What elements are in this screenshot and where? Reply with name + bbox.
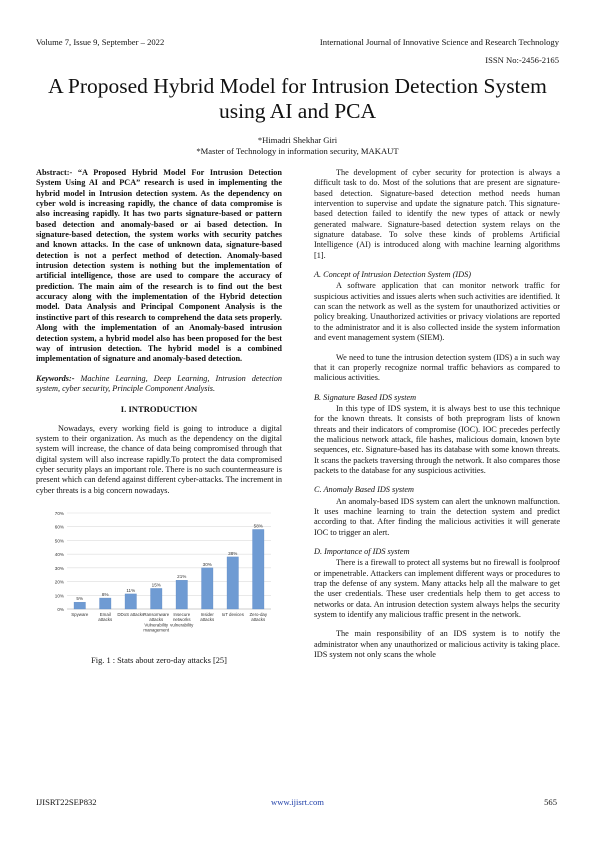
section-a-paragraph-1: A software application that can monitor network traffic for suspicious activities and issues alerts when such activities are identified. It can scan the network as well as the system for unauthorized activities or policy breaking. Unauthorized activities or privacy violations are reported to the administrator and it is also collected inside the system information and event management system (SIEM). xyxy=(314,281,560,343)
x-tick-label: Insecure xyxy=(173,611,191,617)
footer-paper-id: IJISRT22SEP832 xyxy=(36,797,97,807)
x-tick-label: management xyxy=(143,627,170,633)
figure-caption: Fig. 1 : Stats about zero-day attacks [25] xyxy=(91,655,227,665)
x-tick-label: attacks xyxy=(149,617,164,623)
bar xyxy=(151,588,162,609)
x-tick-label: Email xyxy=(99,611,111,617)
y-tick-label: 70% xyxy=(54,510,64,516)
x-tick-label: networks xyxy=(172,617,191,623)
bar xyxy=(125,594,136,609)
data-label: 15% xyxy=(151,582,161,588)
x-tick-label: Spyware xyxy=(71,611,89,617)
intro-heading: I. INTRODUCTION xyxy=(120,404,198,415)
issn: ISSN No:-2456-2165 xyxy=(485,55,559,65)
intro-paragraph: Nowadays, every working field is going to introduce a digital system to their organization. As much as the dependency on the digital system will increase, the chance of data being compromised through that digital system will also increase rapidly.To protect the data compromised cyber security plays an important role. There is no such countermeasure is present which can defend against different cyber-attacks. The increment in cyber threats is a big concern nowadays. xyxy=(36,423,283,495)
journal-name: International Journal of Innovative Science and Research Technology xyxy=(319,37,559,47)
data-label: 21% xyxy=(177,574,187,580)
figure-1 xyxy=(36,507,282,666)
x-tick-label: IoT devices xyxy=(221,611,244,617)
author-affiliation: *Master of Technology in information security, MAKAUT xyxy=(196,146,399,156)
section-d-paragraph-2: The main responsibility of an IDS system is to notify the administrator when any unauthorized or malicious activity is taking place. IDS system not only scans the whole xyxy=(314,629,560,660)
zero-day-attacks-chart xyxy=(41,507,277,652)
data-label: 30% xyxy=(202,561,212,567)
section-b-heading: B. Signature Based IDS system xyxy=(314,392,417,402)
x-tick-label: attacks xyxy=(98,617,113,623)
x-tick-label: Ransomware xyxy=(143,611,170,617)
x-tick-label: Vulnerability xyxy=(144,622,169,628)
page-number: 565 xyxy=(544,797,557,807)
section-d-heading: D. Importance of IDS system xyxy=(314,547,410,556)
bar xyxy=(176,580,187,609)
keywords xyxy=(36,374,282,395)
section-c-paragraph: An anomaly-based IDS system can alert the unknown malfunction. It uses machine learning to train the detection system and predict according to that. After finding the malicious activities it will generate IOC to trigger an alert. xyxy=(314,496,560,537)
x-tick-label: Zero-day xyxy=(249,611,268,617)
y-tick-label: 10% xyxy=(54,593,64,599)
data-label: 8% xyxy=(101,591,109,597)
section-c-heading: C. Anomaly Based IDS system xyxy=(314,485,414,495)
author-name: *Himadri Shekhar Giri xyxy=(257,135,338,145)
bar xyxy=(227,557,238,609)
bar xyxy=(253,529,264,609)
y-tick-label: 60% xyxy=(54,524,64,530)
paper-title: A Proposed Hybrid Model for Intrusion Detection System using AI and PCA xyxy=(48,74,547,123)
right-column xyxy=(314,168,560,660)
bar xyxy=(100,598,111,609)
x-tick-label: DDoS attacks xyxy=(117,611,145,617)
keywords-label: Keywords:- xyxy=(36,373,75,383)
section-b-paragraph: In this type of IDS system, it is always best to use this technique for the known threats. It consists of both preprogram lists of known threats and their indicators of compromise (IOC). IOC precedes perfectly the malicious network attack, file hashes, malicious domain, known byte sequences, etc. Signature-based has its database with some known threats. It scans the packets traversing through the network. It also compares those packets to the database for any suspicious activities. xyxy=(314,403,560,475)
data-label: 5% xyxy=(76,596,84,602)
keywords-text: Machine Learning, Deep Learning, Intrusion detection system, cyber security, Principle Component Analysis. xyxy=(36,373,282,393)
section-d-paragraph-1: There is a firewall to protect all systems but no firewall is foolproof or impenetrable. Attackers can implement different ways or procedures to trap the defense of any system. Many attacks help all the malware to get the user credentials. These user credentials help them to get access to networks or data. An intrusion detection system always helps the security system to identify any malicious traffic present in the network. xyxy=(314,558,560,620)
data-label: 38% xyxy=(228,550,238,556)
x-tick-label: attacks xyxy=(251,617,266,623)
data-label: 58% xyxy=(253,523,263,529)
y-tick-label: 20% xyxy=(54,579,64,585)
abstract: Abstract:- “A Proposed Hybrid Model For Intrusion Detection System Using AI and PCA” research is used in implementing the hybrid model in Intrusion detection system. As the dependency on cyber wold is increasing rapidly, the chance of data compromise is also increasing rapidly. It has two parts signature-based or pattern based detection and anomaly-based or ai based detection. In signature-based detection, the system works with security patches and known attacks. In the case of unknown data, signature-based detection is not a perfect method of detection. Anomaly-based intrusion detection system is nothing but the implementation of artificial intelligence, those are used to compare the accuracy of prediction. The main aim of the research is to find out the best accuracy along with the implementation of the Hybrid detection model. Data Analysis and Principal Component Analysis is the instinctive part of this research to comprehend the data sets properly. Along with the implementation of an Anomaly-based intrusion detection system, a hybrid model also has been proposed for the best way of intrusion detection. The hybrid model is a combined implementation of signature and anomaly-based detection. xyxy=(36,168,282,364)
x-tick-label: vulnerability xyxy=(170,622,194,628)
x-tick-label: attacks xyxy=(200,617,215,623)
y-tick-label: 50% xyxy=(54,538,64,544)
y-tick-label: 0% xyxy=(57,606,64,612)
y-tick-label: 30% xyxy=(54,565,64,571)
bar xyxy=(202,568,213,609)
section-a-paragraph-2: We need to tune the intrusion detection system (IDS) a in such way that it can properly recognize normal traffic behaviors as compared to malicious activities. xyxy=(314,352,560,383)
author-block xyxy=(40,135,555,157)
section-a-heading: A. Concept of Intrusion Detection System (IDS) xyxy=(314,270,471,280)
left-column xyxy=(36,168,282,666)
data-label: 11% xyxy=(126,587,136,593)
issue-info: Volume 7, Issue 9, September – 2022 xyxy=(36,37,165,47)
y-tick-label: 40% xyxy=(54,552,64,558)
bar xyxy=(74,602,85,609)
right-intro-paragraph: The development of cyber security for protection is always a difficult task to do. Most of the solutions that are present are signature-based detection. Signature-based detection method needs human intervention to supervise and update the signature patch. This signature-based detection failed to identify the new types of attack or newly generated malware. Signature-based detection system relays on the signature database. To solve these kinds of problems Artificial Intelligence (AI) is introduced along with machine learning algorithms [1]. xyxy=(314,168,560,260)
footer-url[interactable]: www.ijisrt.com xyxy=(271,797,324,807)
x-tick-label: Insider xyxy=(200,611,214,617)
